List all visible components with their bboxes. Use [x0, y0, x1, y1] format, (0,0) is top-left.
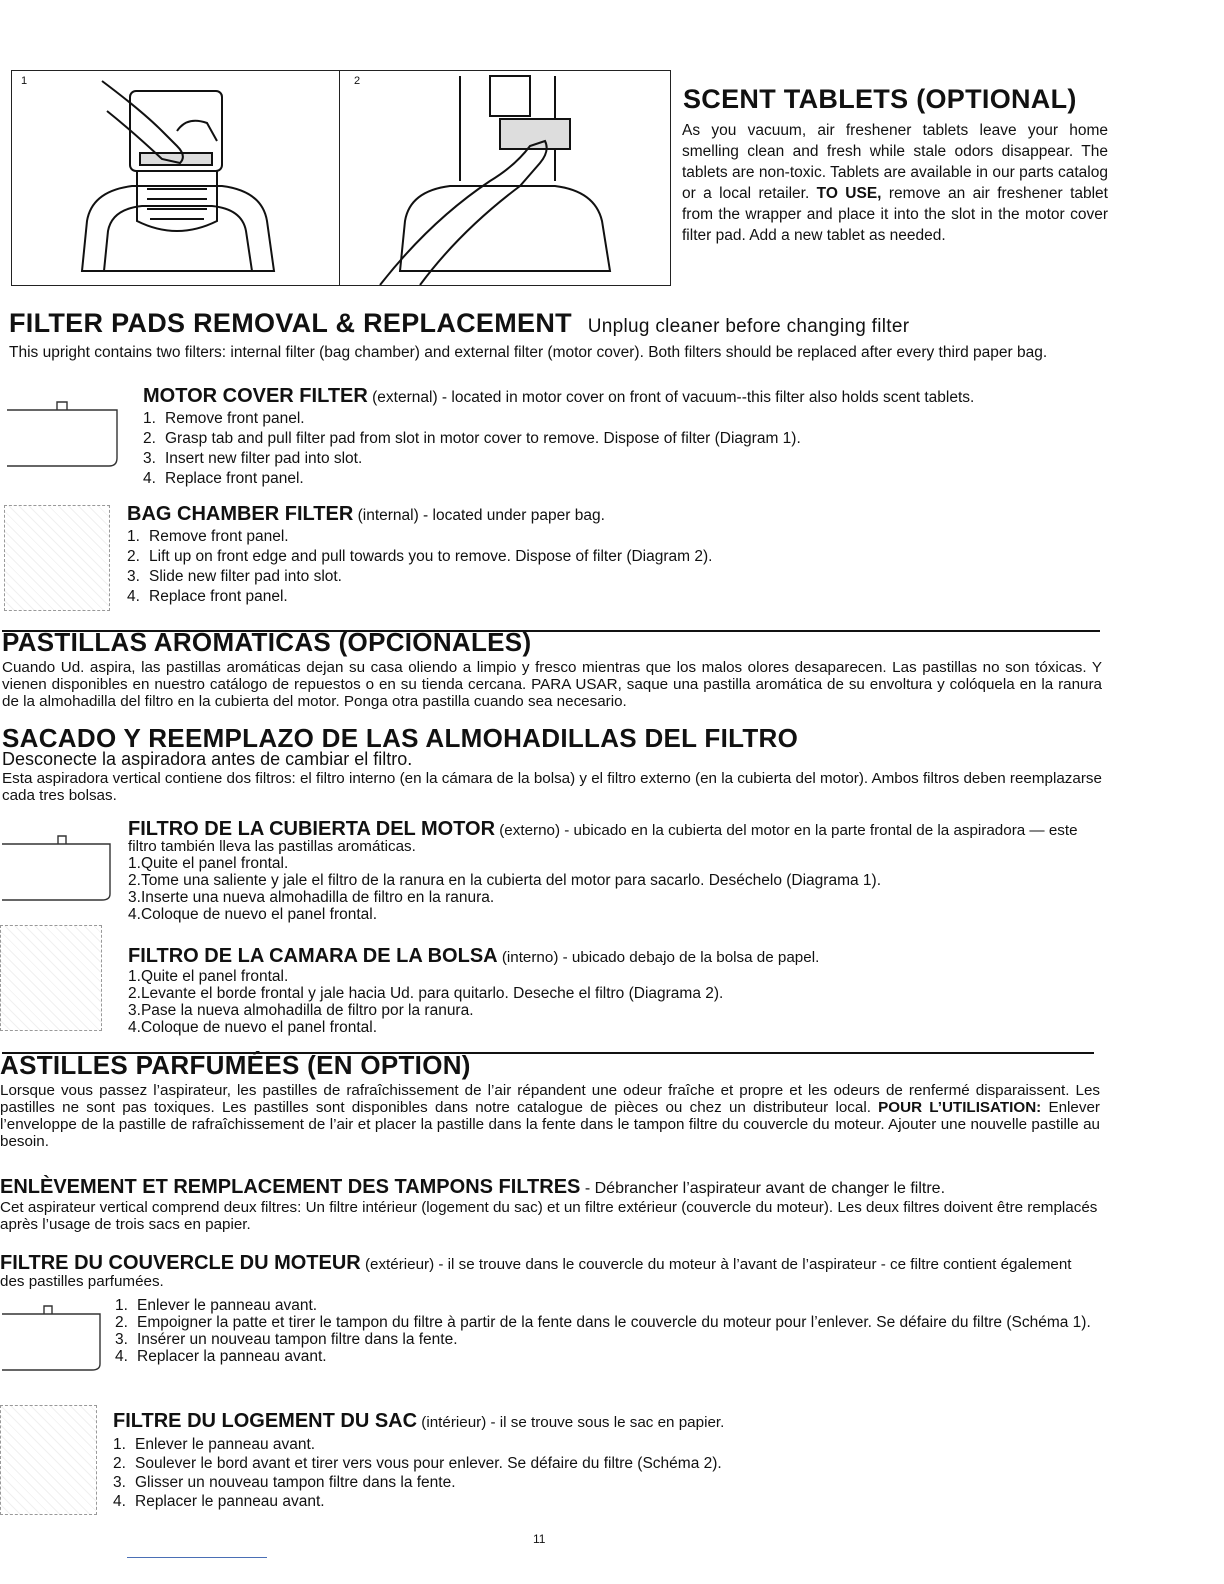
filter-pads-subtitle: Unplug cleaner before changing filter: [587, 316, 910, 337]
list-item: 1.Quite el panel frontal.: [128, 968, 289, 985]
list-item: 3. Glisser un nouveau tampon filtre dans la fente.: [113, 1474, 456, 1491]
bag-chamber-filter-heading-line: [127, 503, 712, 526]
filter-pads-title: [9, 308, 909, 339]
enlevement-intro: Cet aspirateur vertical comprend deux filtres: Un filtre intérieur (logement du sac) et un filtre extérieur (couvercle du moteur). Les deux filtres doivent être remplacés après l’usage de trois sacs en papier.: [0, 1199, 1098, 1233]
pastilles-use-text: Enlever l’enveloppe de la pastille de rafraîchissement de l’air et placer la pastille dans la fente dans le tampon filtre du couvercle du moteur. Ajouter une nouvelle pastille au besoin.: [0, 1099, 1100, 1150]
motor-filter-pad-icon: [2, 398, 122, 470]
list-item: 1. Remove front panel.: [143, 410, 305, 427]
figure-1-panel: [11, 70, 341, 286]
scent-tablets-use-label: TO USE,: [816, 185, 882, 202]
bag-filter-pad-icon: [0, 925, 102, 1031]
enlevement-title-line: [0, 1176, 945, 1199]
bag-filter-removal-illustration: [340, 71, 670, 285]
scent-tablets-use-text: remove an air freshener tablet from the wrapper and place it into the slot in the motor cover filter pad. Add a new tablet as needed.: [682, 185, 1108, 244]
filtro-cubierta-heading-line: [128, 818, 1103, 855]
filtre-logement-desc: (intérieur) - il se trouve sous le sac en papier.: [417, 1414, 725, 1431]
filtro-cubierta-heading: FILTRO DE LA CUBIERTA DEL MOTOR: [128, 818, 496, 840]
motor-cover-filter-section: [143, 385, 974, 489]
footer-rule: [127, 1557, 267, 1558]
list-item: 2. Soulever le bord avant et tirer vers vous pour enlever. Se défaire du filtre (Schéma 2).: [113, 1455, 722, 1472]
list-item: 2. Grasp tab and pull filter pad from slot in motor cover to remove. Dispose of filter (Diagram 1).: [143, 430, 801, 447]
filtre-couvercle-desc: (extérieur) - il se trouve dans le couvercle du moteur à l’avant de l’aspirateur - ce filtre contient également des pastilles parfumées.: [0, 1256, 1072, 1290]
list-item: 4. Replace front panel.: [143, 470, 304, 487]
filtre-logement-section: [113, 1410, 724, 1511]
list-item: 1. Enlever le panneau avant.: [115, 1297, 318, 1314]
list-item: 2.Tome una saliente y jale el filtro de la ranura en la cubierta del motor para sacarlo. Deséchelo (Diagrama 1).: [128, 872, 882, 889]
page-number: 11: [533, 1532, 546, 1546]
motor-cover-filter-desc: (external) - located in motor cover on front of vacuum--this filter also holds scent tablets.: [367, 389, 975, 406]
pastilles-text: [0, 1082, 1100, 1150]
filtro-camara-heading-line: [128, 945, 819, 968]
list-item: 3. Insérer un nouveau tampon filtre dans la fente.: [115, 1331, 458, 1348]
filter-pads-intro: This upright contains two filters: internal filter (bag chamber) and external filter (motor cover). Both filters should be replaced after every third paper bag.: [9, 344, 1048, 361]
filtro-camara-steps: [128, 968, 819, 1036]
filtro-cubierta-steps: [128, 855, 1103, 923]
pastilles-body: Lorsque vous passez l’aspirateur, les pastilles de rafraîchissement de l’air répandent une odeur fraîche et propre et les odeurs de renfermé disparaissent. Les pastilles ne sont pas toxiques. Les pastilles sont disponibles dans notre catalogue de pièces ou chez un distributeur local.: [0, 1082, 1100, 1116]
sacado-subtitle: Desconecte la aspiradora antes de cambiar el filtro.: [2, 749, 413, 769]
motor-cover-filter-steps: [143, 409, 974, 489]
list-item: 2. Lift up on front edge and pull towards you to remove. Dispose of filter (Diagram 2).: [127, 548, 713, 565]
figure-1-number: 1: [21, 75, 28, 87]
bag-chamber-filter-section: [127, 503, 712, 607]
scent-tablets-title: SCENT TABLETS (OPTIONAL): [683, 84, 1077, 114]
pastilles-use-label: POUR L’UTILISATION:: [878, 1099, 1042, 1116]
scent-tablets-body: As you vacuum, air freshener tablets leave your home smelling clean and fresh while stale odors disappear. The tablets are non-toxic. Tablets are available in our parts catalog or a local retailer.: [682, 122, 1108, 202]
vacuum-filter-removal-illustration: [12, 71, 340, 285]
list-item: 2. Empoigner la patte et tirer le tampon du filtre à partir de la fente dans le couvercle du moteur pour l’enlever. Se défaire du filtre (Schéma 1).: [115, 1314, 1091, 1331]
filter-pads-title-text: FILTER PADS REMOVAL & REPLACEMENT: [9, 308, 572, 338]
filtro-camara-heading: FILTRO DE LA CAMARA DE LA BOLSA: [128, 945, 498, 967]
list-item: 4. Replacer le panneau avant.: [113, 1493, 325, 1510]
bag-filter-pad-icon: [0, 1405, 97, 1515]
sacado-intro: Esta aspiradora vertical contiene dos filtros: el filtro interno (en la cámara de la bolsa) y el filtro externo (en la cubierta del motor). Ambos filtros deben reemplazarse cada tres bolsas.: [2, 770, 1102, 804]
bag-chamber-filter-heading: BAG CHAMBER FILTER: [127, 503, 354, 525]
filtre-couvercle-heading-line: [0, 1252, 1100, 1290]
enlevement-title-suffix: - Débrancher l’aspirateur avant de changer le filtre.: [580, 1180, 946, 1197]
filtro-cubierta-desc: (externo) - ubicado en la cubierta del motor en la parte frontal de la aspiradora — este filtro también lleva las pastillas aromáticas.: [128, 822, 1078, 855]
figure-2-number: 2: [354, 75, 361, 87]
list-item: 3.Pase la nueva almohadilla de filtro por la ranura.: [128, 1002, 474, 1019]
filtre-couvercle-heading: FILTRE DU COUVERCLE DU MOTEUR: [0, 1252, 361, 1274]
bag-filter-pad-icon: [4, 505, 110, 611]
filtre-logement-heading: FILTRE DU LOGEMENT DU SAC: [113, 1410, 418, 1432]
motor-cover-filter-heading: MOTOR COVER FILTER: [143, 385, 368, 407]
pastillas-title: PASTILLAS AROMATICAS (OPCIONALES): [2, 627, 532, 657]
bag-chamber-filter-steps: [127, 527, 712, 607]
list-item: 1. Remove front panel.: [127, 528, 289, 545]
filtre-couvercle-steps: [115, 1297, 1105, 1365]
list-item: 4.Coloque de nuevo el panel frontal.: [128, 1019, 378, 1036]
filtro-camara-section: [128, 945, 819, 1036]
list-item: 3. Insert new filter pad into slot.: [143, 450, 363, 467]
figure-2-panel: [339, 70, 671, 286]
scent-tablets-text: [682, 120, 1108, 246]
bag-chamber-filter-desc: (internal) - located under paper bag.: [353, 507, 605, 524]
motor-filter-pad-icon: [0, 1302, 104, 1374]
list-item: 4. Replacer la panneau avant.: [115, 1348, 327, 1365]
filtro-camara-desc: (interno) - ubicado debajo de la bolsa de papel.: [497, 949, 820, 966]
pastillas-body: Cuando Ud. aspira, las pastillas aromáticas dejan su casa oliendo a limpio y fresco mientras que los malos olores desaparecen. Las pastillas no son tóxicas. Y vienen disponibles en nuestro catálogo de repuestos o en su tienda cercana. PARA USAR, saque una pastilla aromática de su envoltura y colóquela en la ranura de la almohadilla del filtro en la cubierta del motor. Ponga otra pastilla cuando sea necesario.: [2, 659, 1102, 710]
list-item: 1. Enlever le panneau avant.: [113, 1436, 316, 1453]
filtro-cubierta-section: [128, 818, 1103, 923]
filtre-logement-heading-line: [113, 1410, 724, 1433]
list-item: 4. Replace front panel.: [127, 588, 288, 605]
list-item: 2.Levante el borde frontal y jale hacia Ud. para quitarlo. Deseche el filtro (Diagrama 2).: [128, 985, 724, 1002]
list-item: 3. Slide new filter pad into slot.: [127, 568, 342, 585]
pastilles-title: ASTILLES PARFUMÉES (EN OPTION): [0, 1050, 471, 1080]
sacado-title: SACADO Y REEMPLAZO DE LAS ALMOHADILLAS DEL FILTRO: [2, 723, 799, 753]
enlevement-title: ENLÈVEMENT ET REMPLACEMENT DES TAMPONS FILTRES: [0, 1176, 581, 1198]
list-item: 1.Quite el panel frontal.: [128, 855, 289, 872]
motor-cover-filter-heading-line: [143, 385, 974, 408]
list-item: 3.Inserte una nueva almohadilla de filtro en la ranura.: [128, 889, 495, 906]
motor-filter-pad-icon: [0, 832, 115, 904]
list-item: 4.Coloque de nuevo el panel frontal.: [128, 906, 378, 923]
filtre-logement-steps: [113, 1435, 724, 1511]
